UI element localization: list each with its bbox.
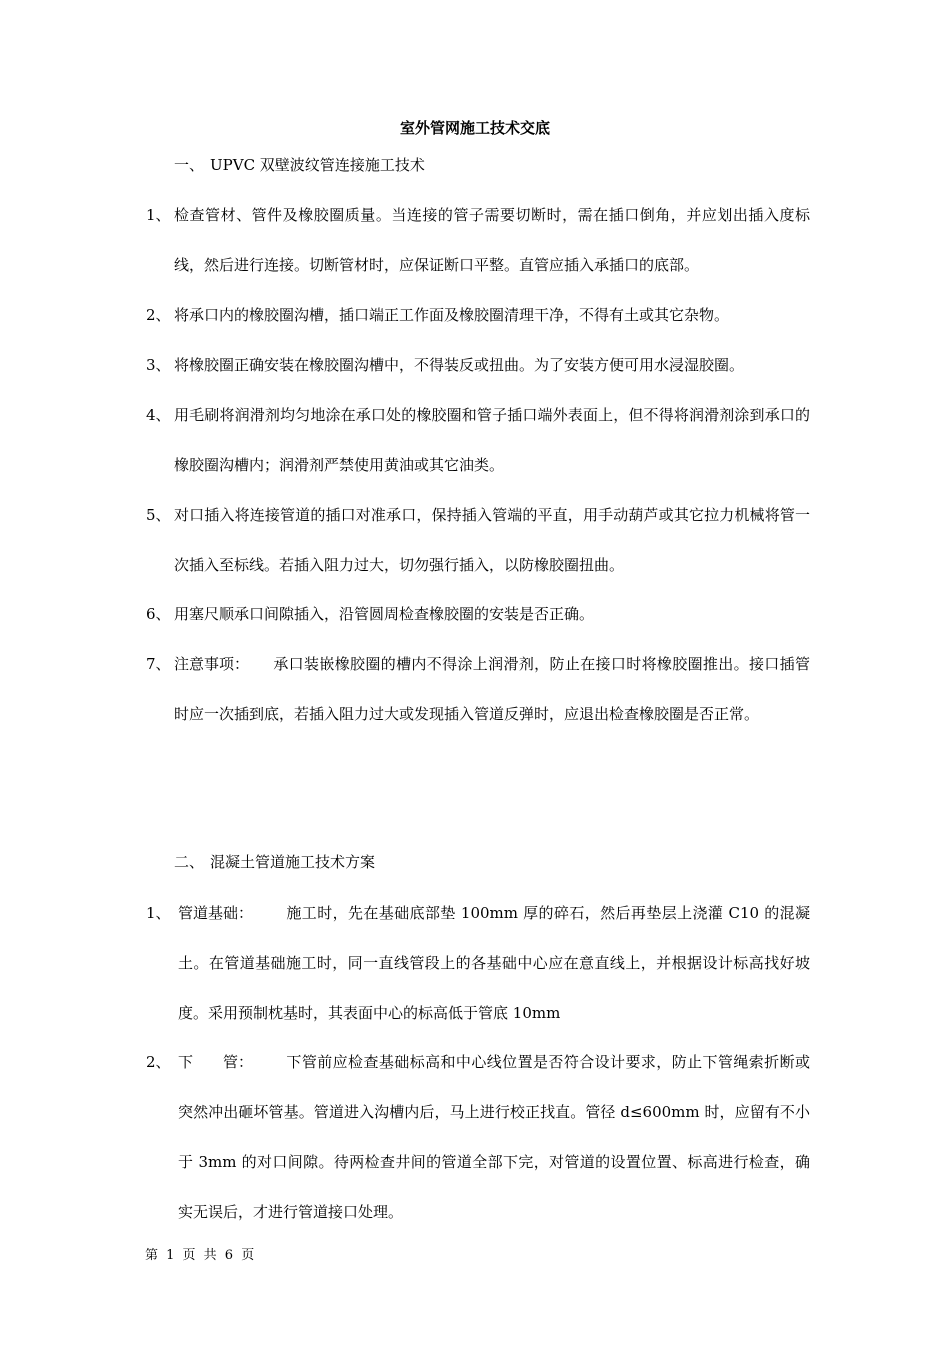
item-text: 用毛刷将润滑剂均匀地涂在承口处的橡胶圈和管子插口端外表面上，但不得将润滑剂涂到承口的橡胶圈沟槽内；润滑剂严禁使用黄油或其它油类。 (174, 406, 810, 474)
item-body: 承口装嵌橡胶圈的槽内不得涂上润滑剂，防止在接口时将橡胶圈推出。接口插管时应一次插到底，若插入阻力过大或发现插入管道反弹时，应退出检查橡胶圈是否正常。 (174, 655, 810, 723)
item-text: 对口插入将连接管道的插口对准承口，保持插入管端的平直，用手动葫芦或其它拉力机械将管一次插入至标线。若插入阻力过大，切勿强行插入，以防橡胶圈扭曲。 (174, 506, 810, 574)
item-label: 管道基础： (178, 904, 254, 922)
section-title: UPVC 双壁波纹管连接施工技术 (210, 156, 425, 174)
item-number: 2、 (146, 1053, 171, 1071)
item-number: 5、 (146, 506, 171, 524)
item-text (178, 888, 810, 1038)
item-number: 4、 (146, 406, 171, 424)
item-number: 6、 (146, 605, 171, 623)
section-heading-upvc (174, 155, 425, 175)
item-number: 3、 (146, 356, 171, 374)
item-number: 7、 (146, 655, 171, 673)
page-number-footer: 第 1 页 共 6 页 (145, 1248, 257, 1263)
item-label: 注意事项： (174, 655, 250, 673)
item-number: 1、 (146, 206, 171, 224)
item-text: 用塞尺顺承口间隙插入，沿管圆周检查橡胶圈的安装是否正确。 (174, 605, 595, 623)
item-number: 2、 (146, 306, 171, 324)
item-label: 下 管： (178, 1053, 254, 1071)
item-text: 将承口内的橡胶圈沟槽，插口端正工作面及橡胶圈清理干净，不得有土或其它杂物。 (174, 306, 730, 324)
section-number: 二、 (174, 853, 205, 871)
section-number: 一、 (174, 156, 205, 174)
section-heading-concrete (174, 852, 375, 872)
item-body: 施工时，先在基础底部垫 100mm 厚的碎石，然后再垫层上浇灌 C10 的混凝土。在管道基础施工时，同一直线管段上的各基础中心应在意直线上，并根据设计标高找好坡度。采用预制枕基时，其表面中心的标高低于管底 10mm (178, 904, 810, 1022)
item-text: 检查管材、管件及橡胶圈质量。当连接的管子需要切断时，需在插口倒角，并应划出插入度标线，然后进行连接。切断管材时，应保证断口平整。直管应插入承插口的底部。 (174, 206, 810, 274)
item-text: 将橡胶圈正确安装在橡胶圈沟槽中，不得装反或扭曲。为了安装方便可用水浸湿胶圈。 (174, 356, 745, 374)
item-text (178, 1037, 810, 1237)
section-title: 混凝土管道施工技术方案 (210, 853, 376, 871)
item-text (174, 639, 810, 739)
item-body: 下管前应检查基础标高和中心线位置是否符合设计要求，防止下管绳索折断或突然冲出砸坏管基。管道进入沟槽内后，马上进行校正找直。管径 d≤600mm 时，应留有不小于 3mm 的对口间隙。待两检查井间的管道全部下完，对管道的设置位置、标高进行检查，确实无误后，才进行管道接口处理。 (178, 1053, 810, 1221)
item-number: 1、 (146, 904, 171, 922)
document-title: 室外管网施工技术交底 (399, 119, 550, 137)
